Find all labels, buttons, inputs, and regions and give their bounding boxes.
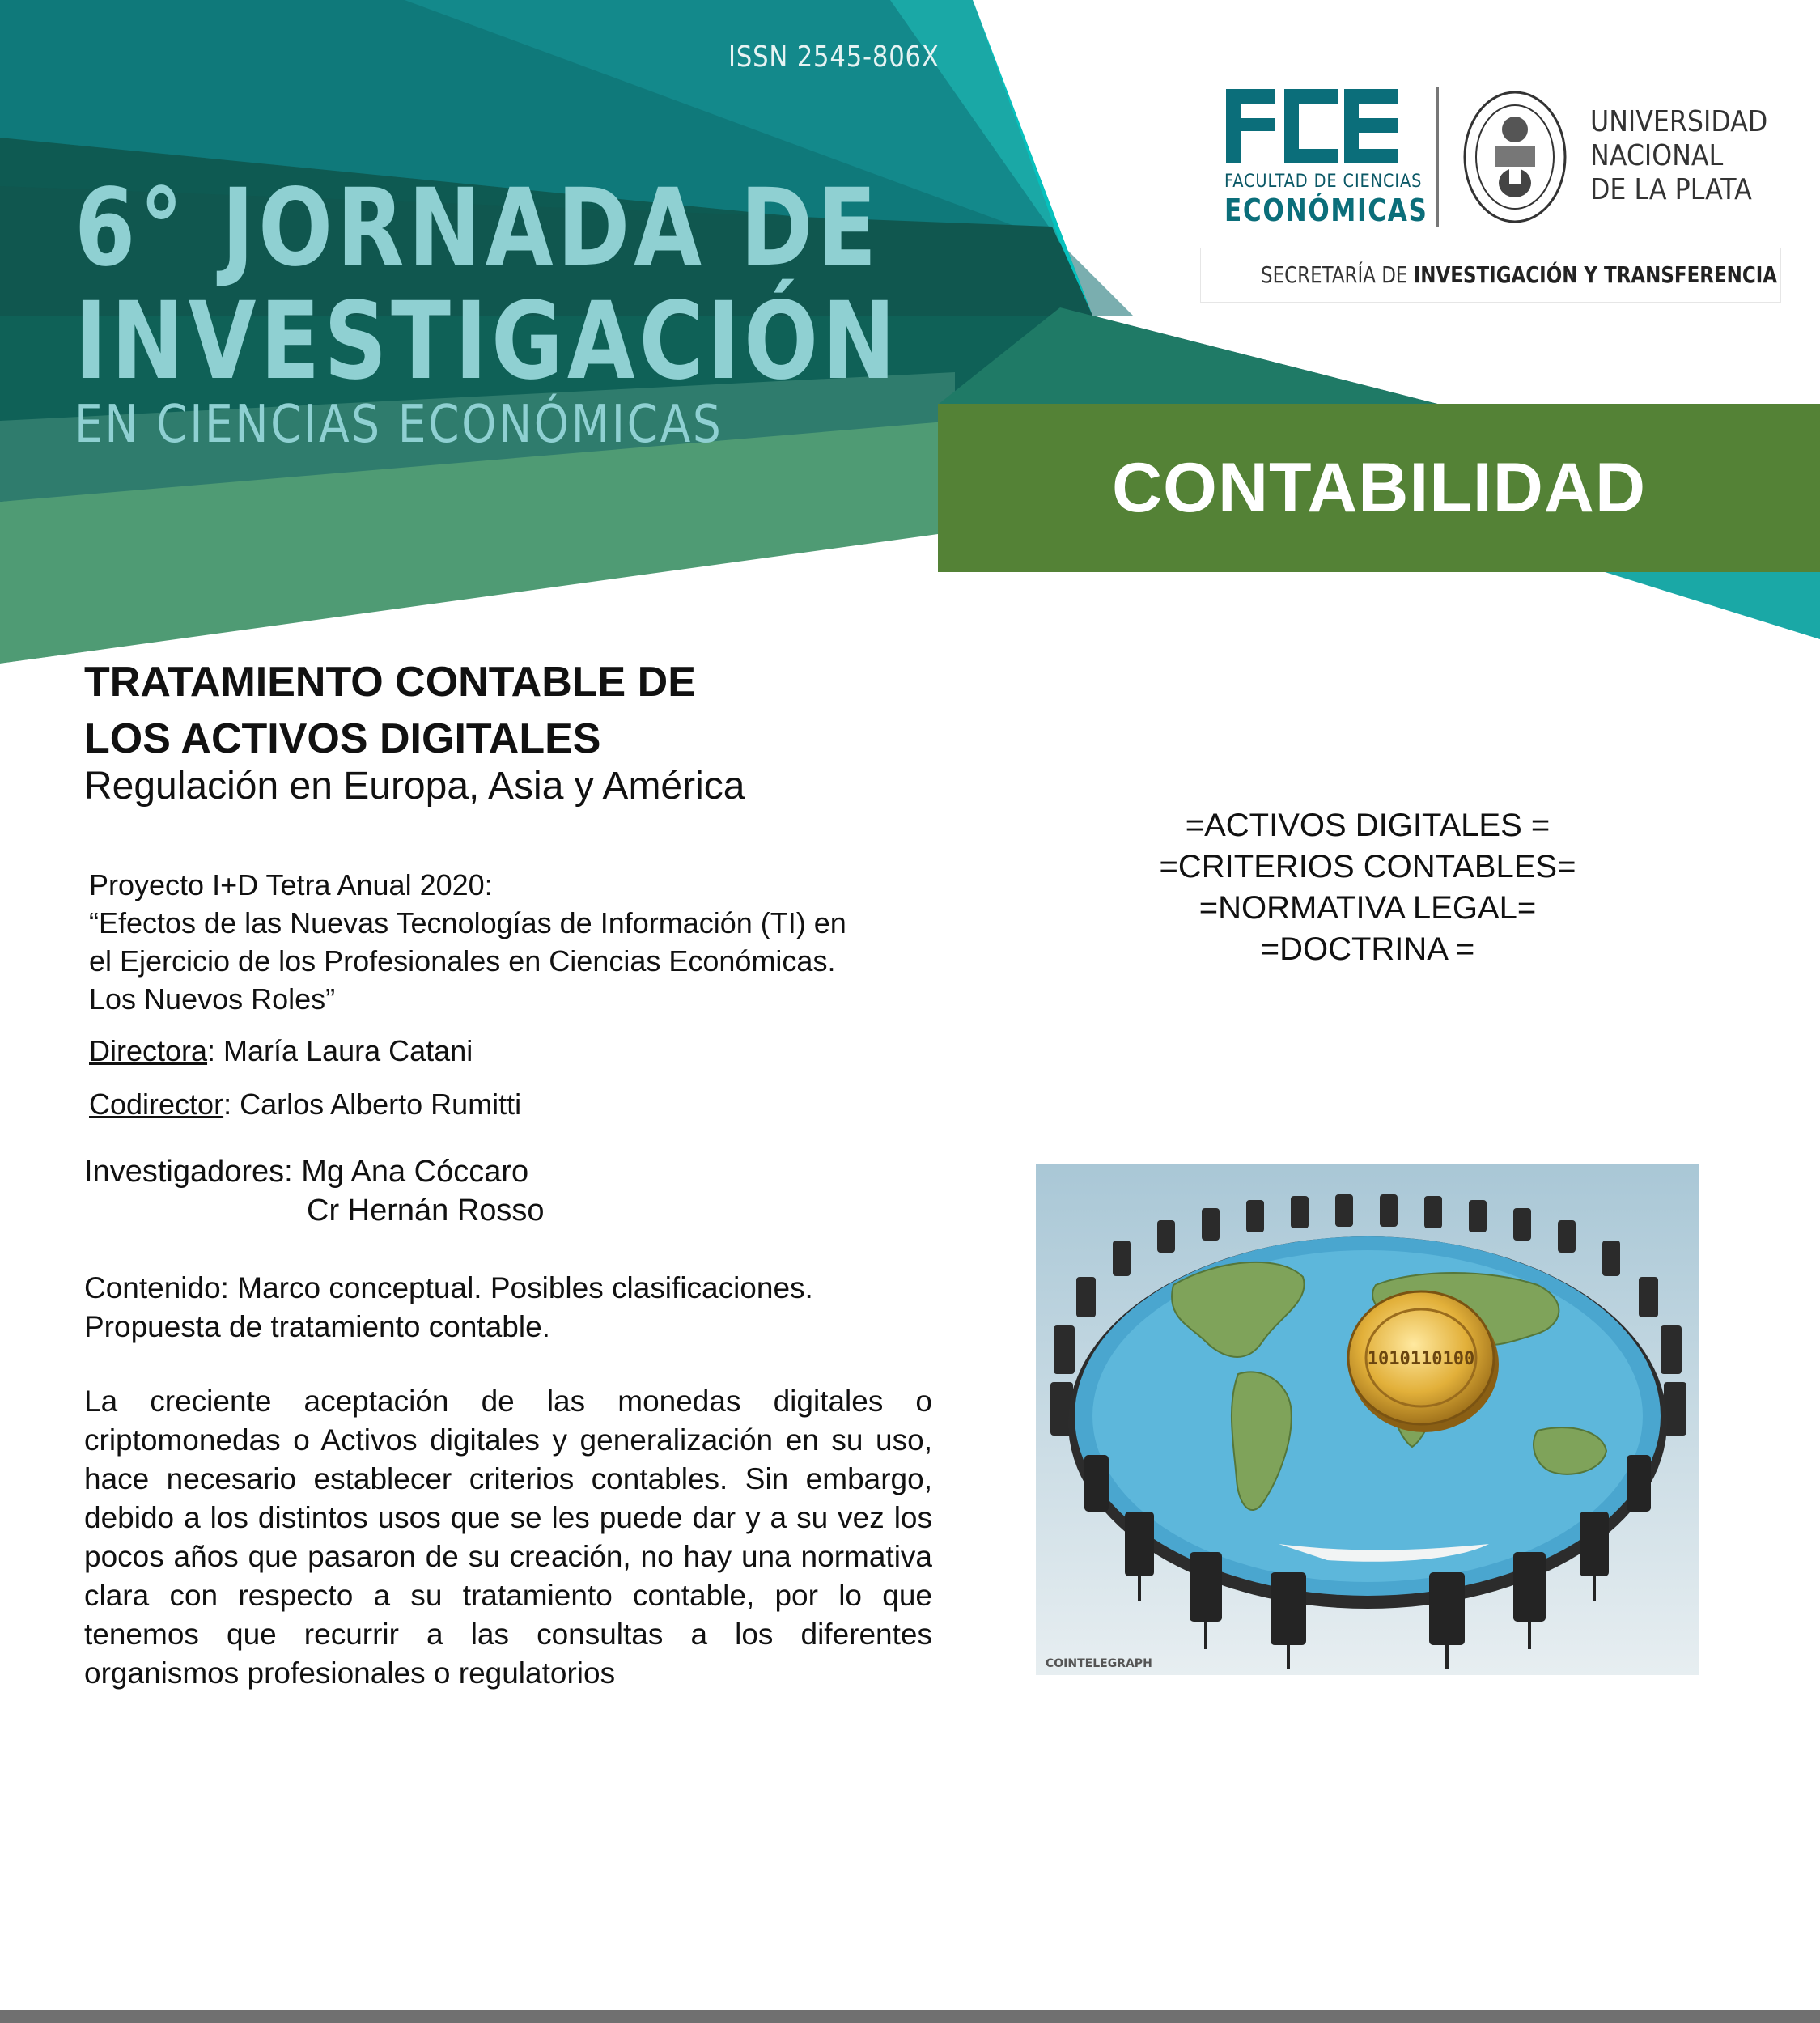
unlp-name xyxy=(1590,105,1767,207)
coin-text: 1010110100 xyxy=(1367,1349,1475,1369)
fce-logo-mark xyxy=(1223,86,1401,167)
project-line: “Efectos de las Nuevas Tecnologías de Información (TI) en xyxy=(89,906,846,939)
contenido-line2: Propuesta de tratamiento contable. xyxy=(84,1310,550,1343)
fce-name-line1: FACULTAD DE CIENCIAS xyxy=(1224,172,1423,192)
investigadores-line2: Cr Hernán Rosso xyxy=(307,1194,545,1228)
logo-divider xyxy=(1436,87,1439,227)
directora-line xyxy=(89,1034,473,1068)
article-subtitle: Regulación en Europa, Asia y América xyxy=(84,765,745,808)
keyword: =DOCTRINA = xyxy=(1260,931,1475,967)
secretaria-bold: INVESTIGACIÓN Y TRANSFERENCIA xyxy=(1413,261,1778,288)
keyword: =ACTIVOS DIGITALES = xyxy=(1185,808,1551,843)
illustration-credit: COINTELEGRAPH xyxy=(1046,1657,1152,1670)
article-title-line2: LOS ACTIVOS DIGITALES xyxy=(84,715,601,762)
jornada-title-line2: INVESTIGACIÓN xyxy=(74,279,900,404)
project-line: el Ejercicio de los Profesionales en Ciencias Económicas. xyxy=(89,944,836,978)
investigadores-line1: Investigadores: Mg Ana Cóccaro xyxy=(84,1155,529,1189)
directora-name: : María Laura Catani xyxy=(207,1034,473,1067)
issn-number: ISSN 2545-806X xyxy=(728,40,940,74)
category-label: CONTABILIDAD xyxy=(1111,449,1647,527)
directora-label: Directora xyxy=(89,1034,208,1067)
project-line: Proyecto I+D Tetra Anual 2020: xyxy=(89,868,493,901)
keyword: =NORMATIVA LEGAL= xyxy=(1198,890,1537,926)
codirector-line xyxy=(89,1088,521,1122)
world-table-illustration xyxy=(1036,1164,1699,1675)
article-title-line1: TRATAMIENTO CONTABLE DE xyxy=(84,659,696,706)
category-band xyxy=(938,404,1820,572)
fce-name-line2: ECONÓMICAS xyxy=(1224,193,1428,228)
secretaria-banner xyxy=(1200,248,1781,303)
codirector-label: Codirector xyxy=(89,1088,224,1121)
unlp-name-line1: UNIVERSIDAD xyxy=(1590,105,1768,138)
unlp-seal-icon xyxy=(1462,87,1568,227)
keyword: =CRITERIOS CONTABLES= xyxy=(1159,849,1576,884)
unlp-name-line2: NACIONAL xyxy=(1590,139,1724,172)
footer-bar xyxy=(0,2010,1820,2023)
project-description xyxy=(89,866,931,1018)
contenido-line1: Contenido: Marco conceptual. Posibles clasificaciones. xyxy=(84,1271,813,1304)
keywords xyxy=(1117,805,1618,970)
jornada-title-line3: EN CIENCIAS ECONÓMICAS xyxy=(74,395,723,455)
jornada-title-line1: 6° JORNADA DE xyxy=(74,166,881,291)
project-line: Los Nuevos Roles” xyxy=(89,982,336,1016)
secretaria-prefix: SECRETARÍA DE xyxy=(1261,261,1408,288)
article-title xyxy=(84,654,696,767)
secretaria-text xyxy=(1261,261,1777,288)
codirector-name: : Carlos Alberto Rumitti xyxy=(223,1088,522,1121)
investigadores xyxy=(84,1152,545,1230)
unlp-name-line3: DE LA PLATA xyxy=(1590,173,1752,206)
institution-logos xyxy=(1218,81,1809,231)
article-paragraph: La creciente aceptación de las monedas digitales o criptomonedas o Activos digitales y generalización en su uso, hace necesario establecer criterios contables. Sin embargo, debido a los distintos usos que se les puede dar y a su vez los pocos años que pasaron de su creación, no hay una normativa clara con respecto a su tratamiento contable, por lo que tenemos que recurrir a las consultas a los diferentes organismos profesionales o regulatorios xyxy=(84,1385,932,1690)
contenido xyxy=(84,1269,813,1347)
